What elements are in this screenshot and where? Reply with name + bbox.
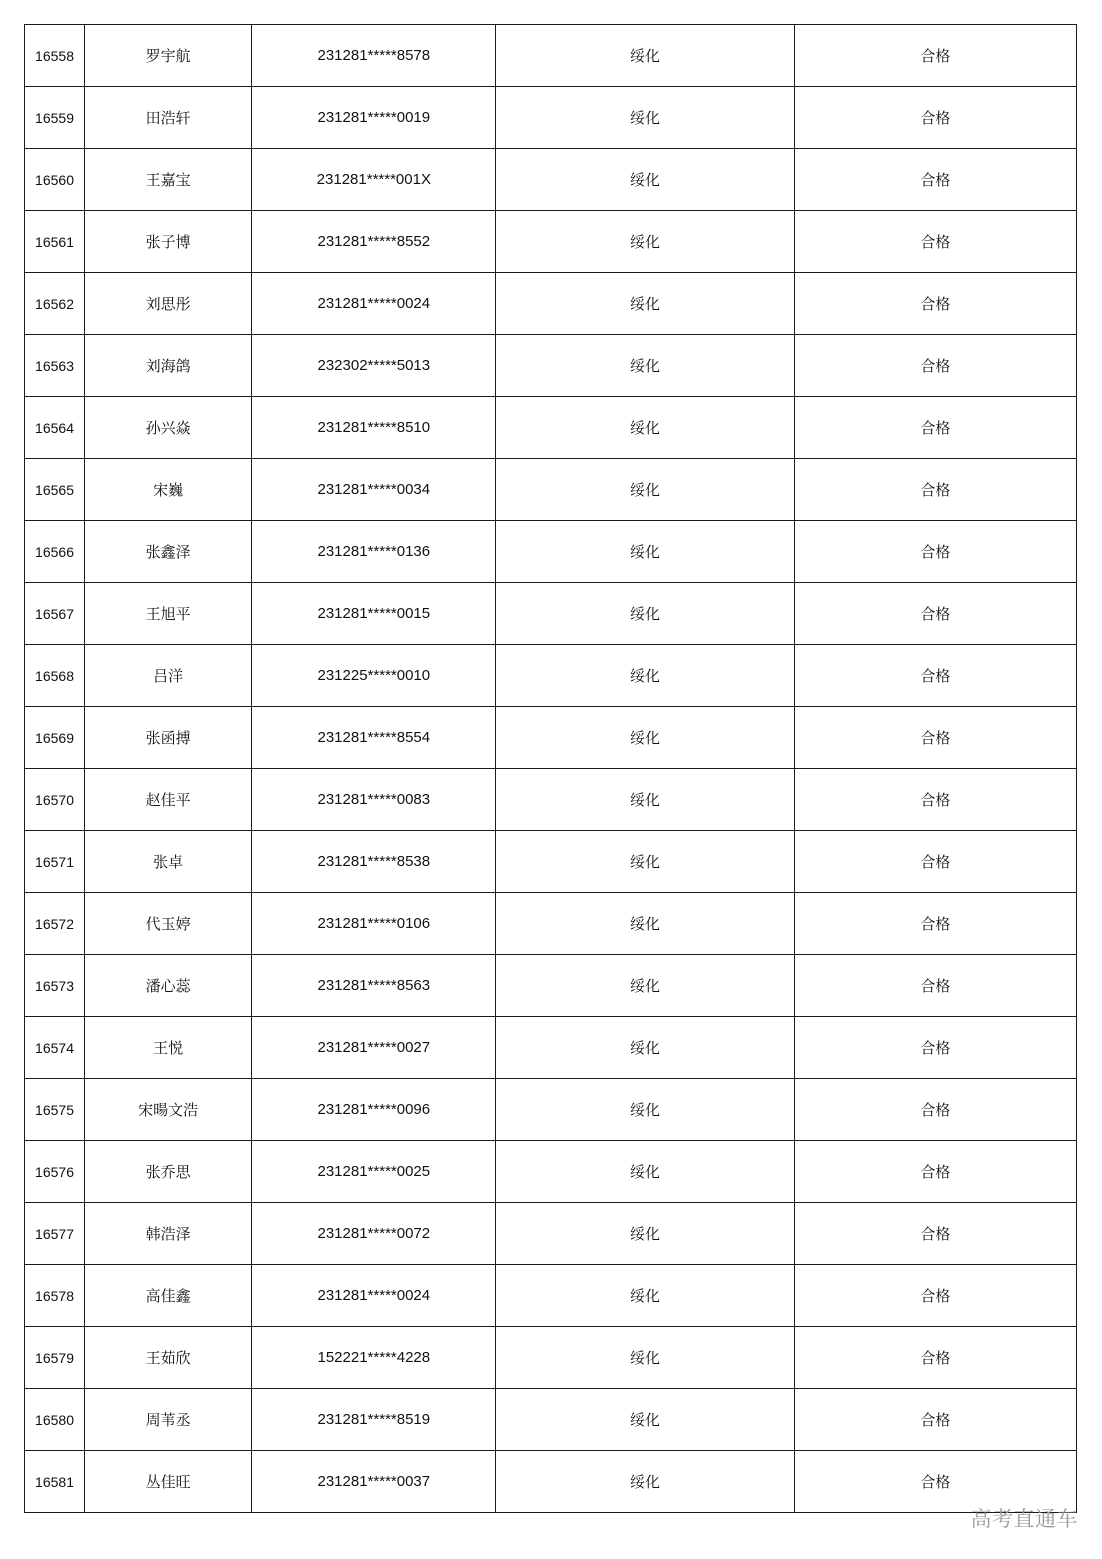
name-cell: 潘心蕊 <box>85 955 252 1017</box>
region-cell: 绥化 <box>496 583 794 645</box>
id-number-cell: 231281*****8538 <box>252 831 496 893</box>
name-cell: 张乔思 <box>85 1141 252 1203</box>
table-row <box>25 831 1077 893</box>
table-row <box>25 955 1077 1017</box>
table-row <box>25 397 1077 459</box>
result-cell: 合格 <box>794 521 1076 583</box>
id-number-cell: 231281*****0019 <box>252 87 496 149</box>
name-cell: 张函搏 <box>85 707 252 769</box>
result-cell: 合格 <box>794 1451 1076 1513</box>
name-cell: 赵佳平 <box>85 769 252 831</box>
result-cell: 合格 <box>794 459 1076 521</box>
id-number-cell: 231281*****0096 <box>252 1079 496 1141</box>
name-cell: 张卓 <box>85 831 252 893</box>
name-cell: 刘海鸽 <box>85 335 252 397</box>
region-cell: 绥化 <box>496 521 794 583</box>
result-cell: 合格 <box>794 25 1076 87</box>
result-cell: 合格 <box>794 211 1076 273</box>
region-cell: 绥化 <box>496 397 794 459</box>
result-cell: 合格 <box>794 707 1076 769</box>
results-table <box>24 24 1077 1513</box>
result-cell: 合格 <box>794 335 1076 397</box>
region-cell: 绥化 <box>496 645 794 707</box>
row-number-cell: 16561 <box>25 211 85 273</box>
table-row <box>25 645 1077 707</box>
table-row <box>25 1265 1077 1327</box>
id-number-cell: 231281*****0083 <box>252 769 496 831</box>
id-number-cell: 231281*****8519 <box>252 1389 496 1451</box>
row-number-cell: 16575 <box>25 1079 85 1141</box>
id-number-cell: 231281*****0072 <box>252 1203 496 1265</box>
row-number-cell: 16560 <box>25 149 85 211</box>
result-cell: 合格 <box>794 831 1076 893</box>
id-number-cell: 231225*****0010 <box>252 645 496 707</box>
region-cell: 绥化 <box>496 1017 794 1079</box>
name-cell: 罗宇航 <box>85 25 252 87</box>
table-row <box>25 893 1077 955</box>
table-row <box>25 1141 1077 1203</box>
id-number-cell: 231281*****0027 <box>252 1017 496 1079</box>
row-number-cell: 16574 <box>25 1017 85 1079</box>
name-cell: 刘思彤 <box>85 273 252 335</box>
row-number-cell: 16580 <box>25 1389 85 1451</box>
row-number-cell: 16576 <box>25 1141 85 1203</box>
row-number-cell: 16564 <box>25 397 85 459</box>
result-cell: 合格 <box>794 1203 1076 1265</box>
table-row <box>25 273 1077 335</box>
table-row <box>25 25 1077 87</box>
id-number-cell: 231281*****0106 <box>252 893 496 955</box>
id-number-cell: 231281*****0136 <box>252 521 496 583</box>
id-number-cell: 232302*****5013 <box>252 335 496 397</box>
region-cell: 绥化 <box>496 769 794 831</box>
table-row <box>25 87 1077 149</box>
row-number-cell: 16572 <box>25 893 85 955</box>
table-row <box>25 1389 1077 1451</box>
table-row <box>25 1203 1077 1265</box>
name-cell: 宋巍 <box>85 459 252 521</box>
name-cell: 王嘉宝 <box>85 149 252 211</box>
row-number-cell: 16573 <box>25 955 85 1017</box>
row-number-cell: 16562 <box>25 273 85 335</box>
result-cell: 合格 <box>794 397 1076 459</box>
region-cell: 绥化 <box>496 335 794 397</box>
row-number-cell: 16559 <box>25 87 85 149</box>
name-cell: 王悦 <box>85 1017 252 1079</box>
table-row <box>25 149 1077 211</box>
row-number-cell: 16558 <box>25 25 85 87</box>
result-cell: 合格 <box>794 1079 1076 1141</box>
region-cell: 绥化 <box>496 149 794 211</box>
result-cell: 合格 <box>794 583 1076 645</box>
name-cell: 孙兴焱 <box>85 397 252 459</box>
name-cell: 代玉婷 <box>85 893 252 955</box>
region-cell: 绥化 <box>496 1203 794 1265</box>
row-number-cell: 16579 <box>25 1327 85 1389</box>
region-cell: 绥化 <box>496 1265 794 1327</box>
name-cell: 王茹欣 <box>85 1327 252 1389</box>
result-cell: 合格 <box>794 893 1076 955</box>
row-number-cell: 16563 <box>25 335 85 397</box>
id-number-cell: 231281*****8563 <box>252 955 496 1017</box>
region-cell: 绥化 <box>496 1079 794 1141</box>
region-cell: 绥化 <box>496 955 794 1017</box>
result-cell: 合格 <box>794 1017 1076 1079</box>
row-number-cell: 16571 <box>25 831 85 893</box>
table-row <box>25 707 1077 769</box>
name-cell: 高佳鑫 <box>85 1265 252 1327</box>
name-cell: 田浩轩 <box>85 87 252 149</box>
id-number-cell: 231281*****001X <box>252 149 496 211</box>
row-number-cell: 16566 <box>25 521 85 583</box>
name-cell: 王旭平 <box>85 583 252 645</box>
region-cell: 绥化 <box>496 1141 794 1203</box>
region-cell: 绥化 <box>496 1389 794 1451</box>
region-cell: 绥化 <box>496 831 794 893</box>
name-cell: 宋暘文浩 <box>85 1079 252 1141</box>
result-cell: 合格 <box>794 1141 1076 1203</box>
region-cell: 绥化 <box>496 893 794 955</box>
row-number-cell: 16578 <box>25 1265 85 1327</box>
id-number-cell: 231281*****0015 <box>252 583 496 645</box>
results-table-body <box>25 25 1077 1513</box>
name-cell: 周苇丞 <box>85 1389 252 1451</box>
result-cell: 合格 <box>794 1265 1076 1327</box>
result-cell: 合格 <box>794 273 1076 335</box>
id-number-cell: 231281*****0037 <box>252 1451 496 1513</box>
table-row <box>25 583 1077 645</box>
row-number-cell: 16567 <box>25 583 85 645</box>
region-cell: 绥化 <box>496 707 794 769</box>
result-cell: 合格 <box>794 645 1076 707</box>
row-number-cell: 16569 <box>25 707 85 769</box>
table-row <box>25 459 1077 521</box>
name-cell: 丛佳旺 <box>85 1451 252 1513</box>
name-cell: 张鑫泽 <box>85 521 252 583</box>
name-cell: 张子博 <box>85 211 252 273</box>
table-row <box>25 1327 1077 1389</box>
region-cell: 绥化 <box>496 273 794 335</box>
name-cell: 韩浩泽 <box>85 1203 252 1265</box>
id-number-cell: 231281*****0025 <box>252 1141 496 1203</box>
result-cell: 合格 <box>794 1389 1076 1451</box>
table-row <box>25 1079 1077 1141</box>
row-number-cell: 16577 <box>25 1203 85 1265</box>
table-row <box>25 211 1077 273</box>
region-cell: 绥化 <box>496 459 794 521</box>
id-number-cell: 231281*****8552 <box>252 211 496 273</box>
row-number-cell: 16565 <box>25 459 85 521</box>
id-number-cell: 231281*****8578 <box>252 25 496 87</box>
id-number-cell: 231281*****0024 <box>252 1265 496 1327</box>
row-number-cell: 16581 <box>25 1451 85 1513</box>
result-cell: 合格 <box>794 149 1076 211</box>
id-number-cell: 231281*****0024 <box>252 273 496 335</box>
region-cell: 绥化 <box>496 87 794 149</box>
id-number-cell: 231281*****0034 <box>252 459 496 521</box>
result-cell: 合格 <box>794 955 1076 1017</box>
name-cell: 吕洋 <box>85 645 252 707</box>
result-cell: 合格 <box>794 769 1076 831</box>
result-cell: 合格 <box>794 1327 1076 1389</box>
table-row <box>25 521 1077 583</box>
table-row <box>25 769 1077 831</box>
id-number-cell: 231281*****8510 <box>252 397 496 459</box>
region-cell: 绥化 <box>496 1451 794 1513</box>
row-number-cell: 16570 <box>25 769 85 831</box>
id-number-cell: 231281*****8554 <box>252 707 496 769</box>
table-row <box>25 335 1077 397</box>
result-cell: 合格 <box>794 87 1076 149</box>
table-row <box>25 1451 1077 1513</box>
region-cell: 绥化 <box>496 1327 794 1389</box>
region-cell: 绥化 <box>496 25 794 87</box>
region-cell: 绥化 <box>496 211 794 273</box>
table-row <box>25 1017 1077 1079</box>
watermark-text: 高考直通车 <box>970 1507 1078 1531</box>
row-number-cell: 16568 <box>25 645 85 707</box>
id-number-cell: 152221*****4228 <box>252 1327 496 1389</box>
